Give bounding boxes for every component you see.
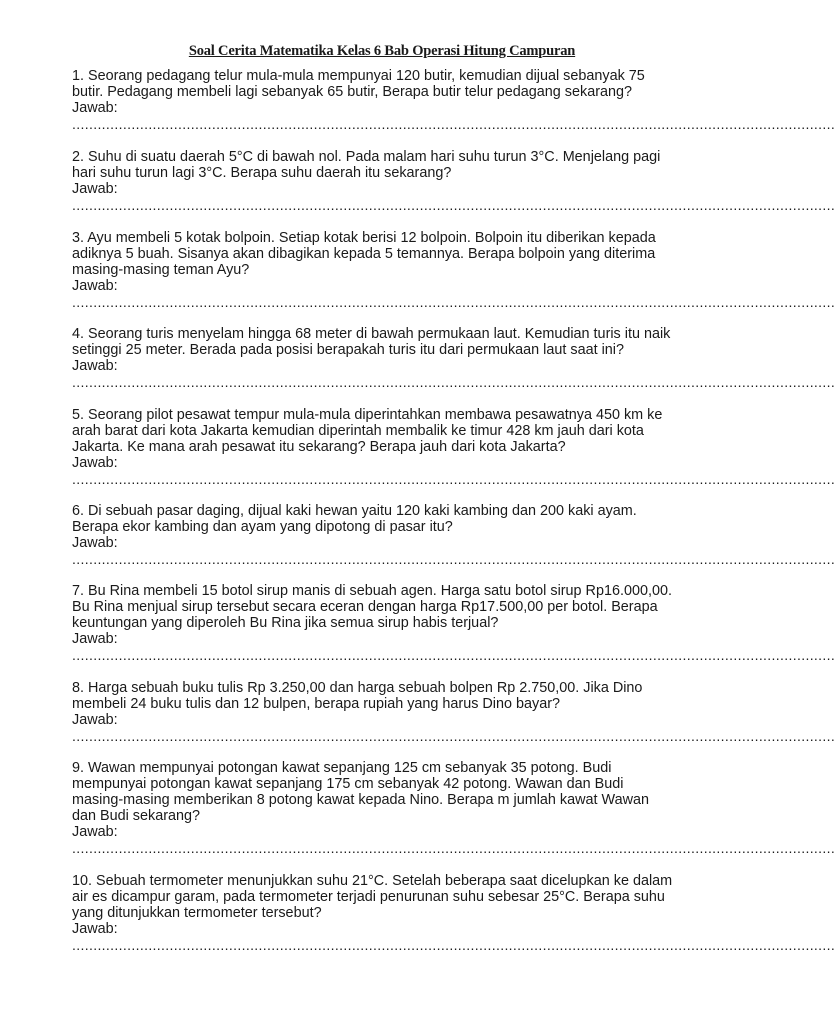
answer-label: Jawab: [72,631,118,647]
question-line: masing-masing teman Ayu? [72,262,250,278]
question-7 [72,583,835,663]
question-9 [72,760,835,856]
answer-label: Jawab: [72,824,118,840]
answer-line[interactable]: .................................................................................................................................................................................... [72,471,835,487]
question-line: yang ditunjukkan termometer tersebut? [72,905,322,921]
question-line: 4. Seorang turis menyelam hingga 68 meter di bawah permukaan laut. Kemudian turis itu naik [72,326,671,342]
question-line: masing-masing memberikan 8 potong kawat kepada Nino. Berapa m jumlah kawat Wawan [72,792,649,808]
question-4 [72,326,835,390]
answer-line[interactable]: .................................................................................................................................................................................... [72,551,835,567]
question-line: 1. Seorang pedagang telur mula-mula mempunyai 120 butir, kemudian dijual sebanyak 75 [72,68,645,84]
question-2 [72,149,835,213]
answer-label: Jawab: [72,100,118,116]
question-5 [72,407,835,487]
answer-line[interactable]: .................................................................................................................................................................................... [72,374,835,390]
question-8 [72,680,835,744]
answer-line[interactable]: .................................................................................................................................................................................... [72,728,835,744]
question-line: 8. Harga sebuah buku tulis Rp 3.250,00 dan harga sebuah bolpen Rp 2.750,00. Jika Dino [72,680,643,696]
answer-label: Jawab: [72,712,118,728]
question-1 [72,68,835,132]
question-line: arah barat dari kota Jakarta kemudian diperintah membalik ke timur 428 km jauh dari kota [72,423,644,439]
question-line: 9. Wawan mempunyai potongan kawat sepanjang 125 cm sebanyak 35 potong. Budi [72,760,612,776]
question-6 [72,503,835,567]
answer-label: Jawab: [72,278,118,294]
answer-line[interactable]: .................................................................................................................................................................................... [72,116,835,132]
question-line: Berapa ekor kambing dan ayam yang dipotong di pasar itu? [72,519,453,535]
question-line: 7. Bu Rina membeli 15 botol sirup manis di sebuah agen. Harga satu botol sirup Rp16.000,00. [72,583,672,599]
page-title: Soal Cerita Matematika Kelas 6 Bab Operasi Hitung Campuran [188,43,576,59]
question-line: 10. Sebuah termometer menunjukkan suhu 21°C. Setelah beberapa saat dicelupkan ke dalam [72,873,673,889]
question-line: mempunyai potongan kawat sepanjang 175 cm sebanyak 42 potong. Wawan dan Budi [72,776,624,792]
question-line: membeli 24 buku tulis dan 12 bulpen, berapa rupiah yang harus Dino bayar? [72,696,561,712]
question-line: 3. Ayu membeli 5 kotak bolpoin. Setiap kotak berisi 12 bolpoin. Bolpoin itu diberikan kepada [72,230,656,246]
answer-label: Jawab: [72,455,118,471]
answer-label: Jawab: [72,535,118,551]
answer-line[interactable]: .................................................................................................................................................................................... [72,647,835,663]
question-line: setinggi 25 meter. Berada pada posisi berapakah turis itu dari permukaan laut saat ini? [72,342,624,358]
question-line: 5. Seorang pilot pesawat tempur mula-mula diperintahkan membawa pesawatnya 450 km ke [72,407,663,423]
question-line: hari suhu turun lagi 3°C. Berapa suhu daerah itu sekarang? [72,165,452,181]
answer-line[interactable]: .................................................................................................................................................................................... [72,197,835,213]
question-line: butir. Pedagang membeli lagi sebanyak 65 butir, Berapa butir telur pedagang sekarang? [72,84,633,100]
question-line: 6. Di sebuah pasar daging, dijual kaki hewan yaitu 120 kaki kambing dan 200 kaki ayam. [72,503,637,519]
answer-label: Jawab: [72,181,118,197]
question-line: Jakarta. Ke mana arah pesawat itu sekarang? Berapa jauh dari kota Jakarta? [72,439,566,455]
question-line: dan Budi sekarang? [72,808,201,824]
question-line: keuntungan yang diperoleh Bu Rina jika semua sirup habis terjual? [72,615,499,631]
question-line: Bu Rina menjual sirup tersebut secara eceran dengan harga Rp17.500,00 per botol. Berapa [72,599,658,615]
answer-label: Jawab: [72,921,118,937]
question-3 [72,230,835,310]
question-10 [72,873,835,953]
question-line: air es dicampur garam, pada termometer terjadi penurunan suhu sebesar 25°C. Berapa suhu [72,889,665,905]
question-line: adiknya 5 buah. Sisanya akan dibagikan kepada 5 temannya. Berapa bolpoin yang diterima [72,246,656,262]
answer-line[interactable]: .................................................................................................................................................................................... [72,840,835,856]
answer-line[interactable]: .................................................................................................................................................................................... [72,294,835,310]
answer-label: Jawab: [72,358,118,374]
question-line: 2. Suhu di suatu daerah 5°C di bawah nol. Pada malam hari suhu turun 3°C. Menjelang pagi [72,149,661,165]
answer-line[interactable]: .................................................................................................................................................................................... [72,937,835,953]
